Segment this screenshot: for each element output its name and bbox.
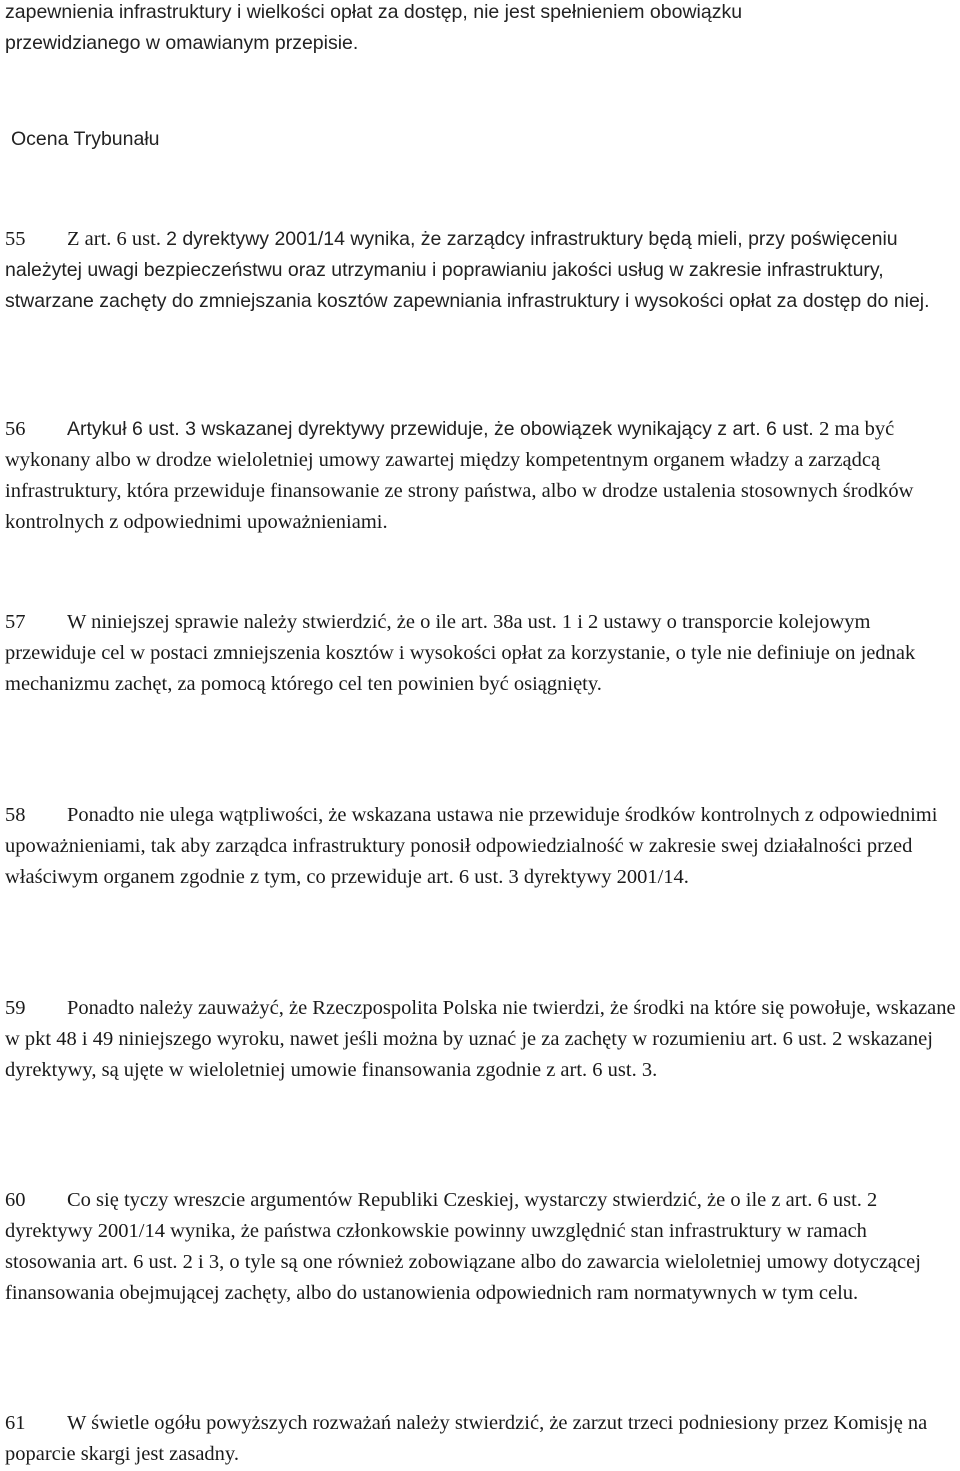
paragraph-59 — [5, 993, 960, 1086]
paragraph-number: 55 — [5, 228, 26, 250]
paragraph-text-rest: Co się tyczy wreszcie argumentów Republiki Czeskiej, wystarczy stwierdzić, że o ile z art. 6 ust. 2 dyrektywy 2001/14 wynika, że państwa członkowskie powinny uwzględnić stan infrastruktury w ramach stosowania art. 6 ust. 2 i 3, o tyle są one również zobowiązane albo do zawarcia wieloletniej umowy dotyczącej finansowania obejmującej zachęty, albo do ustanowienia odpowiednich ram normatywnych w tym celu. — [5, 1189, 921, 1304]
paragraph-text-rest: Ponadto nie ulega wątpliwości, że wskazana ustawa nie przewiduje środków kontrolnych z odpowiednimi upoważnieniami, tak aby zarządca infrastruktury ponosił odpowiedzialność w zakresie swej działalności przed właściwym organem zgodnie z tym, co przewiduje art. 6 ust. 3 dyrektywy 2001/14. — [5, 804, 938, 888]
paragraph-text-head: Artykuł 6 ust. 3 wskazanej dyrektywy przewiduje, że obowiązek wynikający z art. 6 ust. — [67, 418, 820, 440]
paragraph-57 — [5, 607, 960, 700]
paragraph-text-head: Z art. 6 ust. — [67, 228, 167, 250]
paragraph-55 — [5, 224, 960, 317]
section-heading: Ocena Trybunału — [11, 128, 160, 150]
paragraph-text-head: W niniejszej sprawie należy stwierdzić, że o ile art. 38a ust. — [67, 611, 562, 633]
intro-line-1: zapewnienia infrastruktury i wielkości opłat za dostęp, nie jest spełnieniem obowiązku — [5, 1, 743, 23]
paragraph-number: 60 — [5, 1189, 26, 1211]
paragraph-number: 59 — [5, 997, 26, 1019]
paragraph-text-rest: W świetle ogółu powyższych rozważań należy stwierdzić, że zarzut trzeci podniesiony przez Komisję na poparcie skargi jest zasadny. — [5, 1412, 928, 1465]
paragraph-number: 61 — [5, 1412, 26, 1434]
paragraph-text-rest: 2 dyrektywy 2001/14 wynika, że zarządcy infrastruktury będą mieli, przy poświęceniu należytej uwagi bezpieczeństwu oraz utrzymaniu i poprawianiu jakości usług w zakresie infrastruktury, stwarzane zachęty do zmniejszania kosztów zapewniania infrastruktury i wysokości opłat za dostęp do niej. — [5, 228, 930, 312]
paragraph-text-rest: Ponadto należy zauważyć, że Rzeczpospolita Polska nie twierdzi, że środki na które się powołuje, wskazane w pkt 48 i 49 niniejszego wyroku, nawet jeśli można by uznać je za zachęty w rozumieniu art. 6 ust. 2 wskazanej dyrektywy, są ujęte w wieloletniej umowie finansowania zgodnie z art. 6 ust. 3. — [5, 997, 956, 1081]
paragraph-number: 58 — [5, 804, 26, 826]
paragraph-number: 57 — [5, 611, 26, 633]
paragraph-60 — [5, 1185, 960, 1309]
paragraph-56 — [5, 414, 960, 538]
paragraph-61 — [5, 1408, 960, 1470]
intro-paragraph — [5, 0, 960, 59]
paragraph-text-rest: 1 i 2 ustawy o transporcie kolejowym przewiduje cel w postaci zmniejszenia kosztów i wysokości opłat za korzystanie, o tyle nie definiuje on jednak mechanizmu zachęt, za pomocą którego cel ten powinien być osiągnięty. — [5, 611, 916, 695]
intro-line-2: przewidzianego w omawianym przepisie. — [5, 32, 359, 54]
paragraph-text-rest: 2 ma być wykonany albo w drodze wieloletniej umowy zawartej między kompetentnym organem władzy a zarządcą infrastruktury, która przewiduje finansowanie ze strony państwa, albo w drodze ustalenia stosownych środków kontrolnych z odpowiednimi upoważnieniami. — [5, 418, 914, 533]
paragraph-number: 56 — [5, 418, 26, 440]
paragraph-58 — [5, 800, 960, 893]
